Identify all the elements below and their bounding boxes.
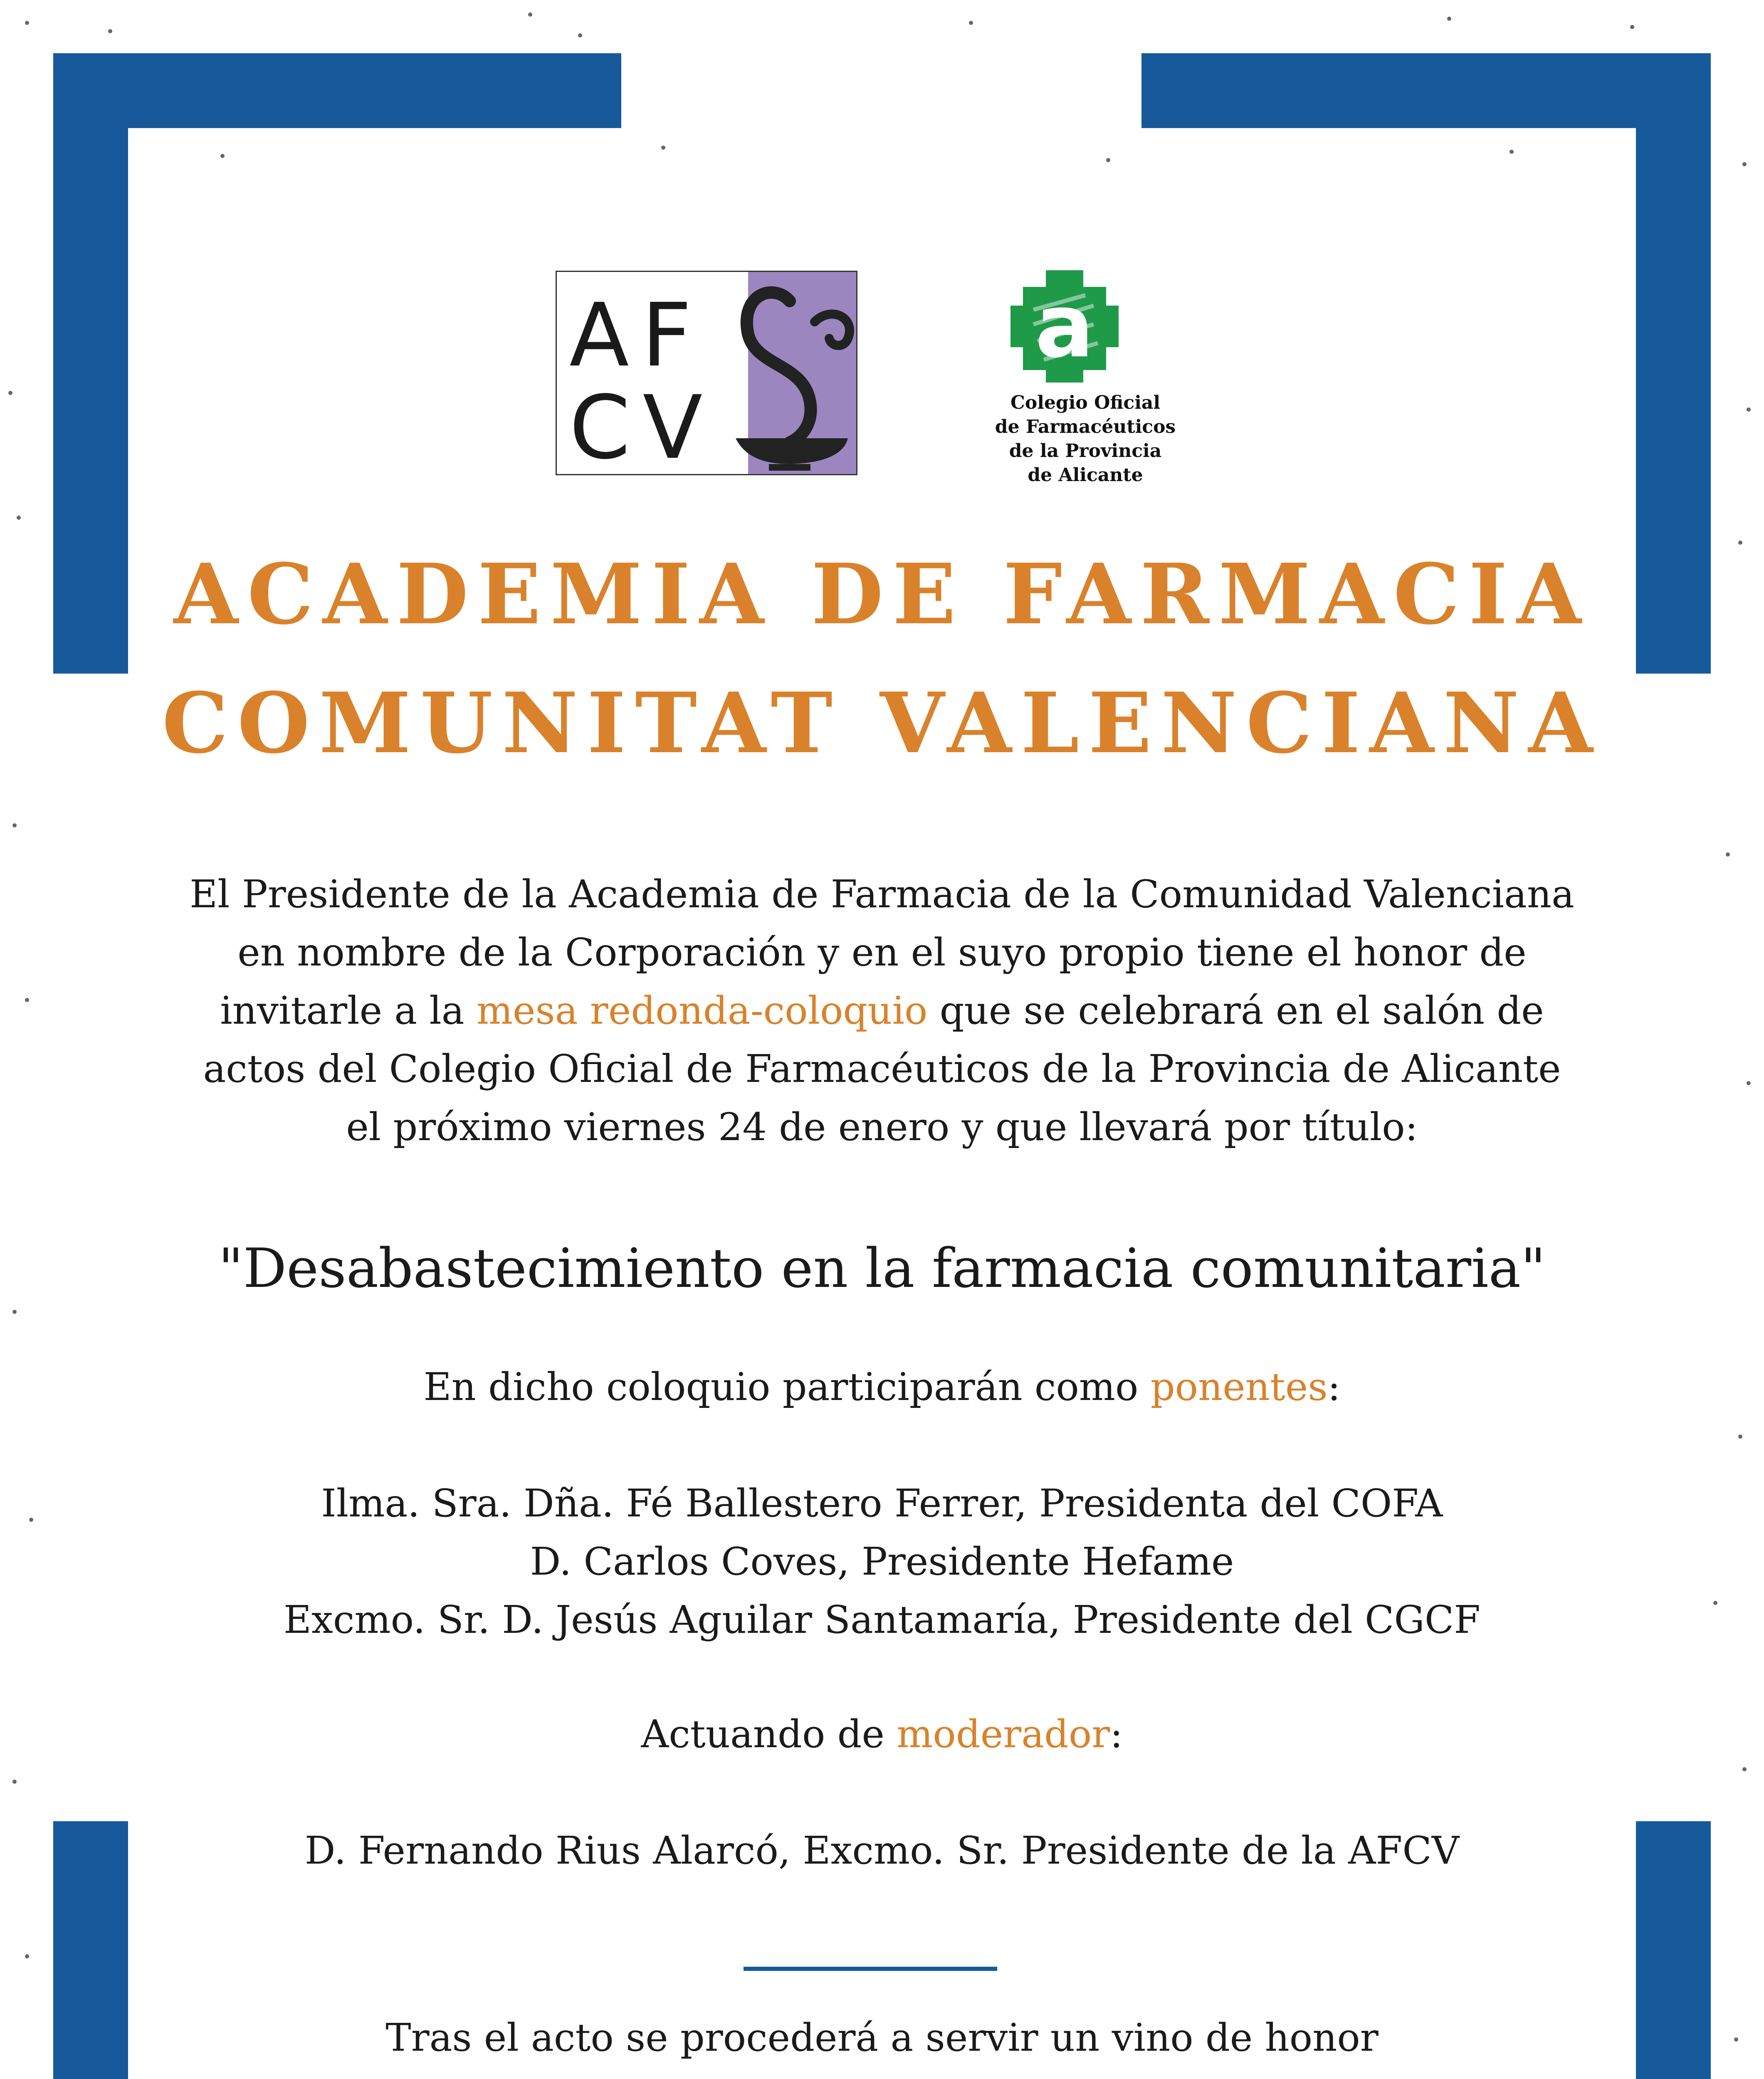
frame-corner-top-right-h — [1141, 53, 1711, 128]
cofa-name-line: de Farmacéuticos — [995, 416, 1176, 438]
moderator-name: D. Fernando Rius Alarcó, Excmo. Sr. Presidente de la AFCV — [304, 1828, 1460, 1873]
speakers-label: ponentes — [1150, 1365, 1328, 1409]
intro-line-invitation: invitarle a la mesa redonda-coloquio que se celebrará en el salón de — [220, 988, 1544, 1033]
moderator-intro: Actuando de moderador: — [641, 1712, 1123, 1756]
cofa-name-line: Colegio Oficial — [1010, 392, 1161, 413]
cofa-logo — [961, 266, 1210, 499]
intro-line: en nombre de la Corporación y en el suyo propio tiene el honor de — [237, 930, 1527, 975]
afcv-logo-row2: CV — [569, 377, 715, 475]
event-type: mesa redonda-coloquio — [476, 988, 928, 1033]
speaker-item: D. Carlos Coves, Presidente Hefame — [530, 1539, 1234, 1584]
cofa-mark: a — [1035, 275, 1094, 377]
headline-line1: ACADEMIA DE FARMACIA — [173, 546, 1591, 643]
talk-title: "Desabastecimiento en la farmacia comunitaria" — [218, 1237, 1546, 1300]
afcv-logo-row1: AF — [569, 284, 704, 386]
bowl-of-hygieia-icon — [557, 272, 857, 475]
moderator-label: moderador — [897, 1712, 1110, 1756]
closing-note: Tras el acto se procederá a servir un vino de honor — [385, 2015, 1379, 2060]
cofa-name-line: de Alicante — [1028, 464, 1143, 486]
cofa-name — [961, 391, 1210, 487]
intro-line: actos del Colegio Oficial de Farmacéuticos de la Provincia de Alicante — [203, 1047, 1561, 1091]
divider-short — [744, 1967, 997, 1971]
speaker-item: Excmo. Sr. D. Jesús Aguilar Santamaría, Presidente del CGCF — [283, 1598, 1481, 1642]
cofa-name-line: de la Provincia — [1009, 440, 1162, 462]
headline-line2: COMUNITAT VALENCIANA — [162, 674, 1602, 772]
intro-line: El Presidente de la Academia de Farmacia de la Comunidad Valenciana — [190, 872, 1574, 916]
afcv-logo — [556, 271, 857, 475]
speaker-item: Ilma. Sra. Dña. Fé Ballestero Ferrer, Presidenta del COFA — [321, 1481, 1443, 1526]
frame-corner-top-left-h — [53, 53, 621, 128]
speakers-intro: En dicho coloquio participarán como ponentes: — [423, 1365, 1341, 1409]
intro-line: el próximo viernes 24 de enero y que llevará por título: — [346, 1105, 1418, 1149]
